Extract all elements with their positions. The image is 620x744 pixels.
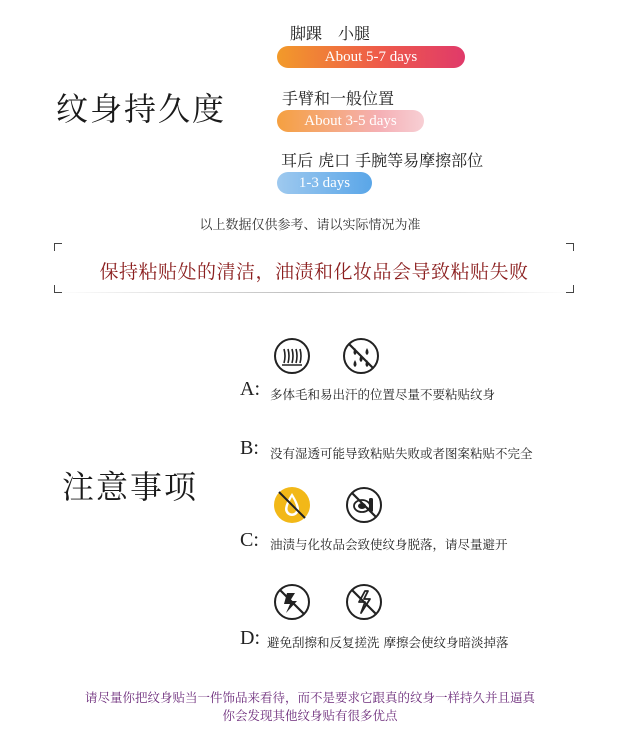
banner-corner-tl bbox=[54, 243, 62, 251]
note-d-letter: D: bbox=[240, 627, 260, 649]
note-a-text: 多体毛和易出汗的位置尽量不要粘贴纹身 bbox=[270, 387, 496, 402]
no-water-icon bbox=[342, 337, 380, 375]
no-friction-icon bbox=[345, 583, 383, 621]
notes-title: 注意事项 bbox=[62, 468, 199, 506]
duration-pill-ankle: About 5-7 days bbox=[277, 46, 465, 68]
banner-corner-tr bbox=[566, 243, 574, 251]
note-a-letter: A: bbox=[240, 378, 260, 400]
duration-pill-friction: 1-3 days bbox=[277, 172, 372, 194]
note-c-text: 油渍与化妆品会致使纹身脱落，请尽量避开 bbox=[270, 537, 508, 552]
footer-line-2: 你会发现其他纹身贴有很多优点 bbox=[222, 708, 398, 723]
duration-label-arm: 手臂和一般位置 bbox=[282, 89, 395, 108]
no-cosmetics-icon bbox=[345, 486, 383, 524]
cleanliness-banner bbox=[54, 243, 574, 293]
note-b-text: 没有湿透可能导致粘贴失败或者图案粘贴不完全 bbox=[270, 446, 533, 461]
banner-underline bbox=[54, 292, 574, 293]
duration-label-ankle: 脚踝 小腿 bbox=[290, 24, 371, 43]
footer-line-1: 请尽量你把纹身贴当一件饰品来看待，而不是要求它跟真的纹身一样持久并且逼真 bbox=[84, 690, 535, 705]
note-d-text: 避免刮擦和反复搓洗 摩擦会使纹身暗淡掉落 bbox=[267, 635, 509, 650]
banner-text: 保持粘贴处的清洁，油渍和化妆品会导致粘贴失败 bbox=[99, 261, 529, 283]
duration-label-friction: 耳后 虎口 手腕等易摩擦部位 bbox=[281, 151, 484, 170]
duration-pill-arm: About 3-5 days bbox=[277, 110, 424, 132]
durability-title: 纹身持久度 bbox=[56, 90, 227, 128]
oil-drop-icon bbox=[273, 486, 311, 524]
no-scratch-icon bbox=[273, 583, 311, 621]
note-b-letter: B: bbox=[240, 437, 259, 459]
reference-note: 以上数据仅供参考、请以实际情况为准 bbox=[199, 218, 421, 233]
note-c-letter: C: bbox=[240, 529, 259, 551]
no-hair-icon bbox=[273, 337, 311, 375]
